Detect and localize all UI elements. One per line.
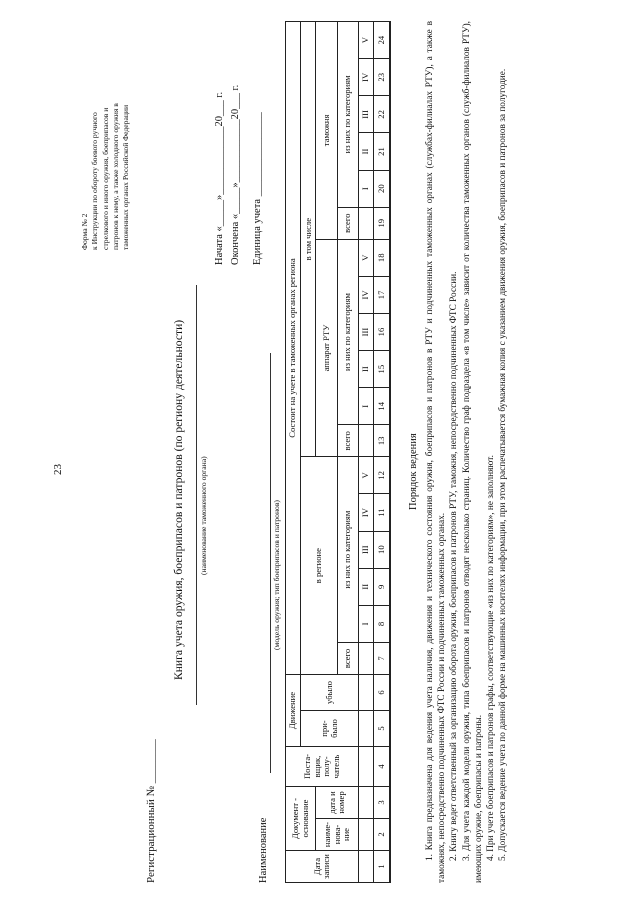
empty-cell: [389, 674, 390, 710]
header-supplier: Поста-вщик, полу-чатель: [286, 747, 359, 787]
category-label: IV: [359, 59, 374, 96]
category-label: V: [359, 239, 374, 276]
procedure-paragraph: 1. Книга предназначена для ведения учета наличия, движения и технического состояния оружия, боеприпасов и патронов в РТУ и подчиненных таможенных органах (службах-филиалах РТУ), а также в таможнях, непосредственно подчиненных ФТС России и подчиненных таможенных органах.: [425, 21, 448, 883]
procedure-paragraph: 4. При учете боеприпасов и патронов графы, соответствующие «из них по категориям», не заполняют.: [486, 455, 497, 861]
empty-cell: [389, 531, 390, 568]
column-number: 3: [374, 787, 389, 819]
model-name-caption: (модель оружия; тип боеприпасов и патронов): [272, 500, 281, 650]
column-number: 4: [374, 747, 389, 787]
column-number: 20: [374, 170, 389, 207]
form-header-line: таможенных органах Российской Федерации: [121, 104, 131, 250]
header-movement: Движение: [286, 674, 301, 746]
header-total: всего: [337, 207, 358, 239]
empty-cell: [389, 605, 390, 642]
unit-label: Единица учета: [252, 198, 263, 265]
empty-cell: [389, 425, 390, 457]
customs-name-caption: (наименование таможенного органа): [199, 456, 208, 575]
empty-cell: [389, 457, 390, 494]
empty-cell: [389, 313, 390, 350]
column-number: 21: [374, 133, 389, 170]
column-number: 12: [374, 457, 389, 494]
column-number: 23: [374, 59, 389, 96]
accounting-unit: Единица учета ________________: [252, 112, 263, 265]
column-number: 2: [374, 819, 389, 851]
period-end: Окончена «_____»____________20___ г.: [230, 84, 241, 265]
column-number: 7: [374, 642, 389, 674]
form-header: [80, 70, 131, 250]
procedure-heading: Порядок ведения: [408, 433, 419, 510]
empty-cell: [389, 59, 390, 96]
column-number: 10: [374, 531, 389, 568]
empty-cell: [389, 819, 390, 851]
category-label: V: [359, 22, 374, 59]
empty-cell: [389, 711, 390, 747]
form-header-line: к Инструкции по обороту боевого ручного: [90, 112, 100, 250]
header-arrived: при-было: [301, 711, 359, 747]
empty-cell: [389, 276, 390, 313]
header-doc-date-number: дата и номер: [316, 787, 359, 819]
customs-name-line: [196, 285, 197, 705]
procedure-paragraph: 3. Для учета каждой модели оружия, типа боеприпасов и патронов отводят несколько страниц. Количество граф подраздела «в том числе» зависит от количества таможенных органов (служб-филиалов РТУ), имеющих оружие, боеприпасы и патроны.: [461, 21, 484, 883]
empty-cell: [389, 494, 390, 531]
category-label: IV: [359, 494, 374, 531]
blank-cell: [359, 819, 374, 851]
form-header-line: стрелкового и иного оружия, боеприпасов и: [100, 107, 110, 250]
blank-cell: [359, 711, 374, 747]
empty-cell: [389, 388, 390, 425]
empty-cell: [389, 22, 390, 59]
column-number: 8: [374, 605, 389, 642]
category-label: II: [359, 351, 374, 388]
model-name-line: [270, 353, 271, 773]
header-total: всего: [337, 425, 358, 457]
blank-cell: [359, 642, 374, 674]
empty-cell: [389, 787, 390, 819]
procedure-paragraph: 2. Книгу ведет ответственный за организацию оборота оружия, боеприпасов и патронов РТУ, таможня, непосредственно подчиненных ФТС России.: [449, 271, 460, 861]
column-number: 13: [374, 425, 389, 457]
header-by-category: из них по категориям: [337, 457, 358, 643]
header-customs: таможня: [316, 22, 337, 240]
category-label: IV: [359, 276, 374, 313]
column-number: 17: [374, 276, 389, 313]
blank-cell: [359, 787, 374, 819]
category-label: II: [359, 133, 374, 170]
empty-cell: [389, 239, 390, 276]
category-label: V: [359, 457, 374, 494]
header-date: Дата записи: [286, 851, 359, 883]
category-label: II: [359, 568, 374, 605]
empty-cell: [389, 351, 390, 388]
empty-cell: [389, 133, 390, 170]
header-in-region: в регионе: [301, 457, 338, 675]
period-start: Начата «_____»_____________20___ г.: [214, 91, 225, 265]
empty-cell: [389, 96, 390, 133]
header-total: всего: [337, 642, 358, 674]
blank-cell: [359, 747, 374, 787]
header-document: Документ - основание: [286, 787, 316, 851]
column-number: 6: [374, 674, 389, 710]
blank-cell: [359, 207, 374, 239]
blank-cell: [359, 851, 374, 883]
category-label: I: [359, 605, 374, 642]
column-number: 15: [374, 351, 389, 388]
page-number: 23: [52, 464, 64, 475]
form-header-line: патронов к нему, а также холодного оружия в: [110, 103, 120, 250]
period-block: [212, 85, 244, 265]
header-by-category: из них по категориям: [337, 22, 358, 208]
form-number: Форма № 2: [80, 213, 89, 250]
column-number: 14: [374, 388, 389, 425]
blank-cell: [359, 425, 374, 457]
header-rtu: аппарат РТУ: [316, 239, 337, 457]
name-label: Наименование: [258, 817, 269, 883]
column-number: 16: [374, 313, 389, 350]
category-label: III: [359, 531, 374, 568]
header-registered: Состоит на учете в таможенных органах региона: [286, 22, 301, 675]
column-number: 1: [374, 851, 389, 883]
empty-cell: [389, 642, 390, 674]
procedure-paragraph: 5. Допускается ведение учета по данной форме на машинных носителях информации, при этом распечатывается бумажная копия с указанием движения оружия, боеприпасов и патронов за полугодие.: [498, 68, 509, 861]
column-number: 18: [374, 239, 389, 276]
column-number: 22: [374, 96, 389, 133]
column-number: 24: [374, 22, 389, 59]
empty-cell: [389, 568, 390, 605]
category-label: III: [359, 96, 374, 133]
empty-cell: [389, 747, 390, 787]
blank-cell: [359, 674, 374, 710]
column-number: 5: [374, 711, 389, 747]
category-label: I: [359, 388, 374, 425]
category-label: I: [359, 170, 374, 207]
column-number: 9: [374, 568, 389, 605]
procedure-text: [424, 21, 509, 883]
empty-cell: [389, 207, 390, 239]
header-doc-name: наиме-нова-ние: [316, 819, 359, 851]
column-number: 19: [374, 207, 389, 239]
empty-cell: [389, 170, 390, 207]
header-including: в том числе: [301, 22, 316, 457]
registration-label: Регистрационный №: [145, 785, 157, 883]
registration-number: Регистрационный № ________: [145, 739, 157, 883]
empty-cell: [389, 851, 390, 883]
page-title: Книга учета оружия, боеприпасов и патронов (по региону деятельности): [172, 319, 185, 680]
column-number: 11: [374, 494, 389, 531]
header-by-category: из них по категориям: [337, 239, 358, 425]
category-label: III: [359, 313, 374, 350]
ledger-table: [285, 21, 391, 883]
header-left: убыло: [301, 674, 359, 710]
